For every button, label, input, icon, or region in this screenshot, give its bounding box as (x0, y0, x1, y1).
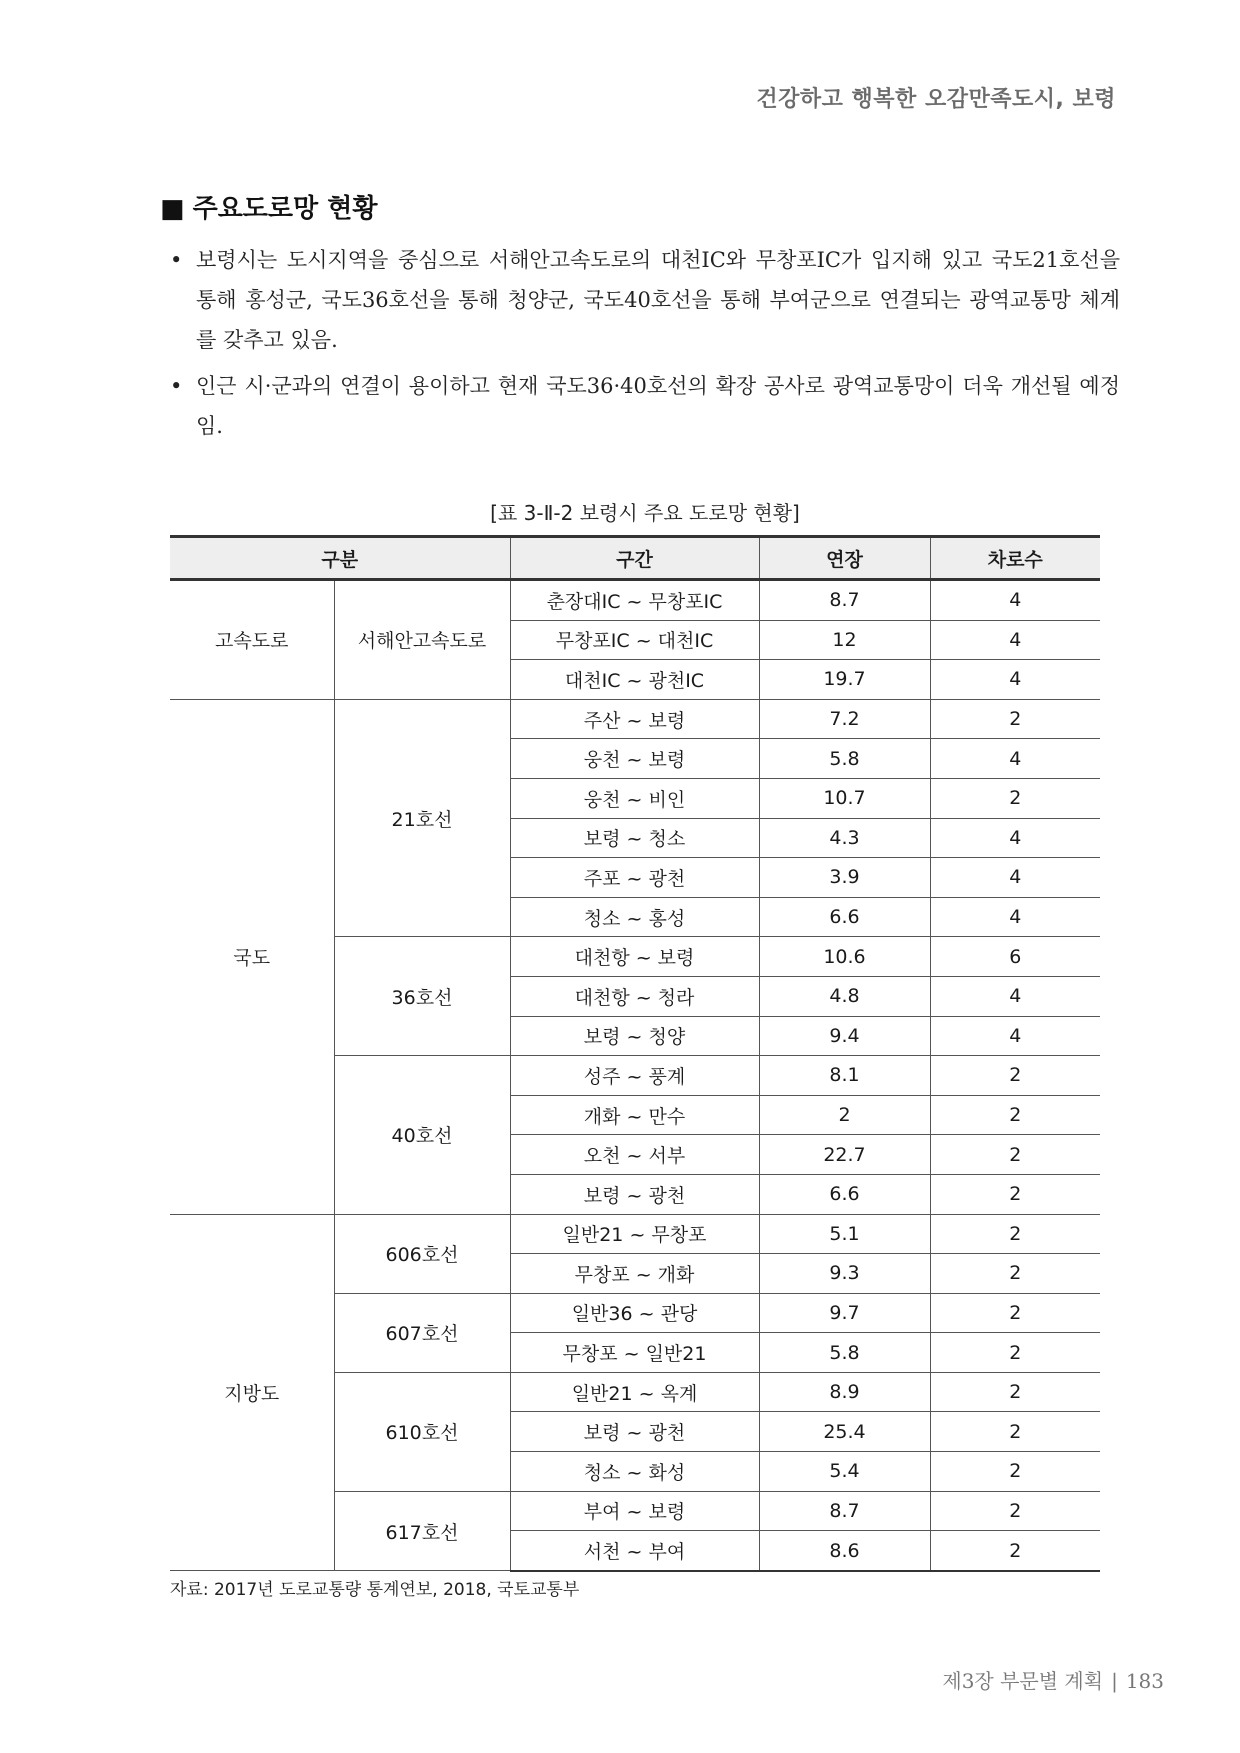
page-footer (942, 1665, 1164, 1694)
table-body (170, 580, 1100, 1571)
length-cell: 5.8 (759, 739, 930, 779)
section-cell: 오천 ~ 서부 (510, 1135, 759, 1175)
section-cell: 청소 ~ 홍성 (510, 897, 759, 937)
route-cell: 40호선 (334, 1056, 510, 1214)
lanes-cell: 2 (930, 1254, 1100, 1294)
lanes-cell: 4 (930, 620, 1100, 660)
table-row (170, 699, 1100, 739)
lanes-cell: 4 (930, 897, 1100, 937)
length-cell: 10.6 (759, 937, 930, 977)
length-cell: 6.6 (759, 897, 930, 937)
bullet-dot-icon: • (170, 374, 183, 398)
lanes-cell: 4 (930, 976, 1100, 1016)
section-cell: 보령 ~ 청양 (510, 1016, 759, 1056)
route-cell: 617호선 (334, 1491, 510, 1571)
length-cell: 5.4 (759, 1452, 930, 1492)
length-cell: 10.7 (759, 778, 930, 818)
category-cell: 국도 (170, 699, 334, 1214)
section-cell: 주산 ~ 보령 (510, 699, 759, 739)
lanes-cell: 2 (930, 1372, 1100, 1412)
length-cell: 9.4 (759, 1016, 930, 1056)
length-cell: 8.1 (759, 1056, 930, 1096)
lanes-cell: 4 (930, 660, 1100, 700)
route-cell: 607호선 (334, 1293, 510, 1372)
lanes-cell: 2 (930, 1531, 1100, 1571)
length-cell: 9.7 (759, 1293, 930, 1333)
lanes-cell: 6 (930, 937, 1100, 977)
lanes-cell: 2 (930, 1293, 1100, 1333)
table-header-row (170, 537, 1100, 580)
heading-square-icon: ■ (160, 194, 185, 224)
lanes-cell: 2 (930, 1056, 1100, 1096)
section-cell: 대천IC ~ 광천IC (510, 660, 759, 700)
section-cell: 춘장대IC ~ 무창포IC (510, 580, 759, 621)
lanes-cell: 4 (930, 818, 1100, 858)
route-cell: 서해안고속도로 (334, 580, 510, 700)
bullet-text: 보령시는 도시지역을 중심으로 서해안고속도로의 대천IC와 무창포IC가 입지해 있고 국도21호선을 통해 홍성군, 국도36호선을 통해 청양군, 국도40호선을 통해 부여군으로 연결되는 광역교통망 체계를 갖추고 있음. (196, 248, 1120, 352)
section-cell: 웅천 ~ 비인 (510, 778, 759, 818)
length-cell: 5.8 (759, 1333, 930, 1373)
section-cell: 대천항 ~ 청라 (510, 976, 759, 1016)
lanes-cell: 2 (930, 778, 1100, 818)
lanes-cell: 4 (930, 1016, 1100, 1056)
length-cell: 3.9 (759, 858, 930, 898)
section-cell: 무창포 ~ 개화 (510, 1254, 759, 1294)
header-section: 구간 (510, 537, 759, 580)
lanes-cell: 4 (930, 858, 1100, 898)
bullet-dot-icon: • (170, 248, 183, 272)
category-cell: 고속도로 (170, 580, 334, 700)
section-cell: 청소 ~ 화성 (510, 1452, 759, 1492)
section-cell: 일반21 ~ 무창포 (510, 1214, 759, 1254)
section-cell: 개화 ~ 만수 (510, 1095, 759, 1135)
lanes-cell: 2 (930, 1333, 1100, 1373)
section-cell: 일반21 ~ 옥계 (510, 1372, 759, 1412)
length-cell: 8.7 (759, 1491, 930, 1531)
lanes-cell: 4 (930, 580, 1100, 621)
section-cell: 주포 ~ 광천 (510, 858, 759, 898)
section-cell: 서천 ~ 부여 (510, 1531, 759, 1571)
section-heading (160, 188, 377, 225)
table-row (170, 580, 1100, 621)
section-cell: 무창포 ~ 일반21 (510, 1333, 759, 1373)
length-cell: 4.8 (759, 976, 930, 1016)
length-cell: 4.3 (759, 818, 930, 858)
length-cell: 8.6 (759, 1531, 930, 1571)
route-cell: 606호선 (334, 1214, 510, 1293)
length-cell: 2 (759, 1095, 930, 1135)
category-cell: 지방도 (170, 1214, 334, 1571)
route-cell: 610호선 (334, 1372, 510, 1491)
section-cell: 대천항 ~ 보령 (510, 937, 759, 977)
length-cell: 25.4 (759, 1412, 930, 1452)
length-cell: 22.7 (759, 1135, 930, 1175)
section-cell: 웅천 ~ 보령 (510, 739, 759, 779)
table-source: 자료: 2017년 도로교통량 통계연보, 2018, 국토교통부 (170, 1580, 580, 1600)
section-cell: 보령 ~ 청소 (510, 818, 759, 858)
lanes-cell: 2 (930, 1135, 1100, 1175)
bullet-item (170, 240, 1120, 360)
section-cell: 보령 ~ 광천 (510, 1412, 759, 1452)
bullet-text: 인근 시·군과의 연결이 용이하고 현재 국도36·40호선의 확장 공사로 광역교통망이 더욱 개선될 예정임. (196, 374, 1120, 438)
section-cell: 성주 ~ 풍계 (510, 1056, 759, 1096)
lanes-cell: 2 (930, 699, 1100, 739)
lanes-cell: 2 (930, 1174, 1100, 1214)
table-row (170, 1214, 1100, 1254)
footer-separator: | (1111, 1669, 1118, 1693)
length-cell: 8.7 (759, 580, 930, 621)
section-cell: 무창포IC ~ 대천IC (510, 620, 759, 660)
section-cell: 일반36 ~ 관당 (510, 1293, 759, 1333)
bullet-item (170, 366, 1120, 446)
length-cell: 8.9 (759, 1372, 930, 1412)
length-cell: 6.6 (759, 1174, 930, 1214)
length-cell: 9.3 (759, 1254, 930, 1294)
table-caption: [표 3-Ⅱ-2 보령시 주요 도로망 현황] (490, 501, 800, 525)
heading-text: 주요도로망 현황 (192, 194, 378, 224)
page-number: 183 (1125, 1669, 1164, 1693)
lanes-cell: 2 (930, 1452, 1100, 1492)
lanes-cell: 2 (930, 1491, 1100, 1531)
lanes-cell: 2 (930, 1095, 1100, 1135)
length-cell: 12 (759, 620, 930, 660)
route-cell: 21호선 (334, 699, 510, 937)
bullet-list (170, 240, 1120, 452)
footer-chapter: 제3장 부문별 계획 (942, 1669, 1104, 1693)
running-header: 건강하고 행복한 오감만족도시, 보령 (756, 87, 1116, 112)
lanes-cell: 2 (930, 1214, 1100, 1254)
section-cell: 부여 ~ 보령 (510, 1491, 759, 1531)
lanes-cell: 4 (930, 739, 1100, 779)
length-cell: 19.7 (759, 660, 930, 700)
route-cell: 36호선 (334, 937, 510, 1056)
road-network-table (170, 535, 1100, 1572)
header-category: 구분 (170, 537, 510, 580)
lanes-cell: 2 (930, 1412, 1100, 1452)
length-cell: 5.1 (759, 1214, 930, 1254)
length-cell: 7.2 (759, 699, 930, 739)
header-length: 연장 (759, 537, 930, 580)
section-cell: 보령 ~ 광천 (510, 1174, 759, 1214)
header-lanes: 차로수 (930, 537, 1100, 580)
